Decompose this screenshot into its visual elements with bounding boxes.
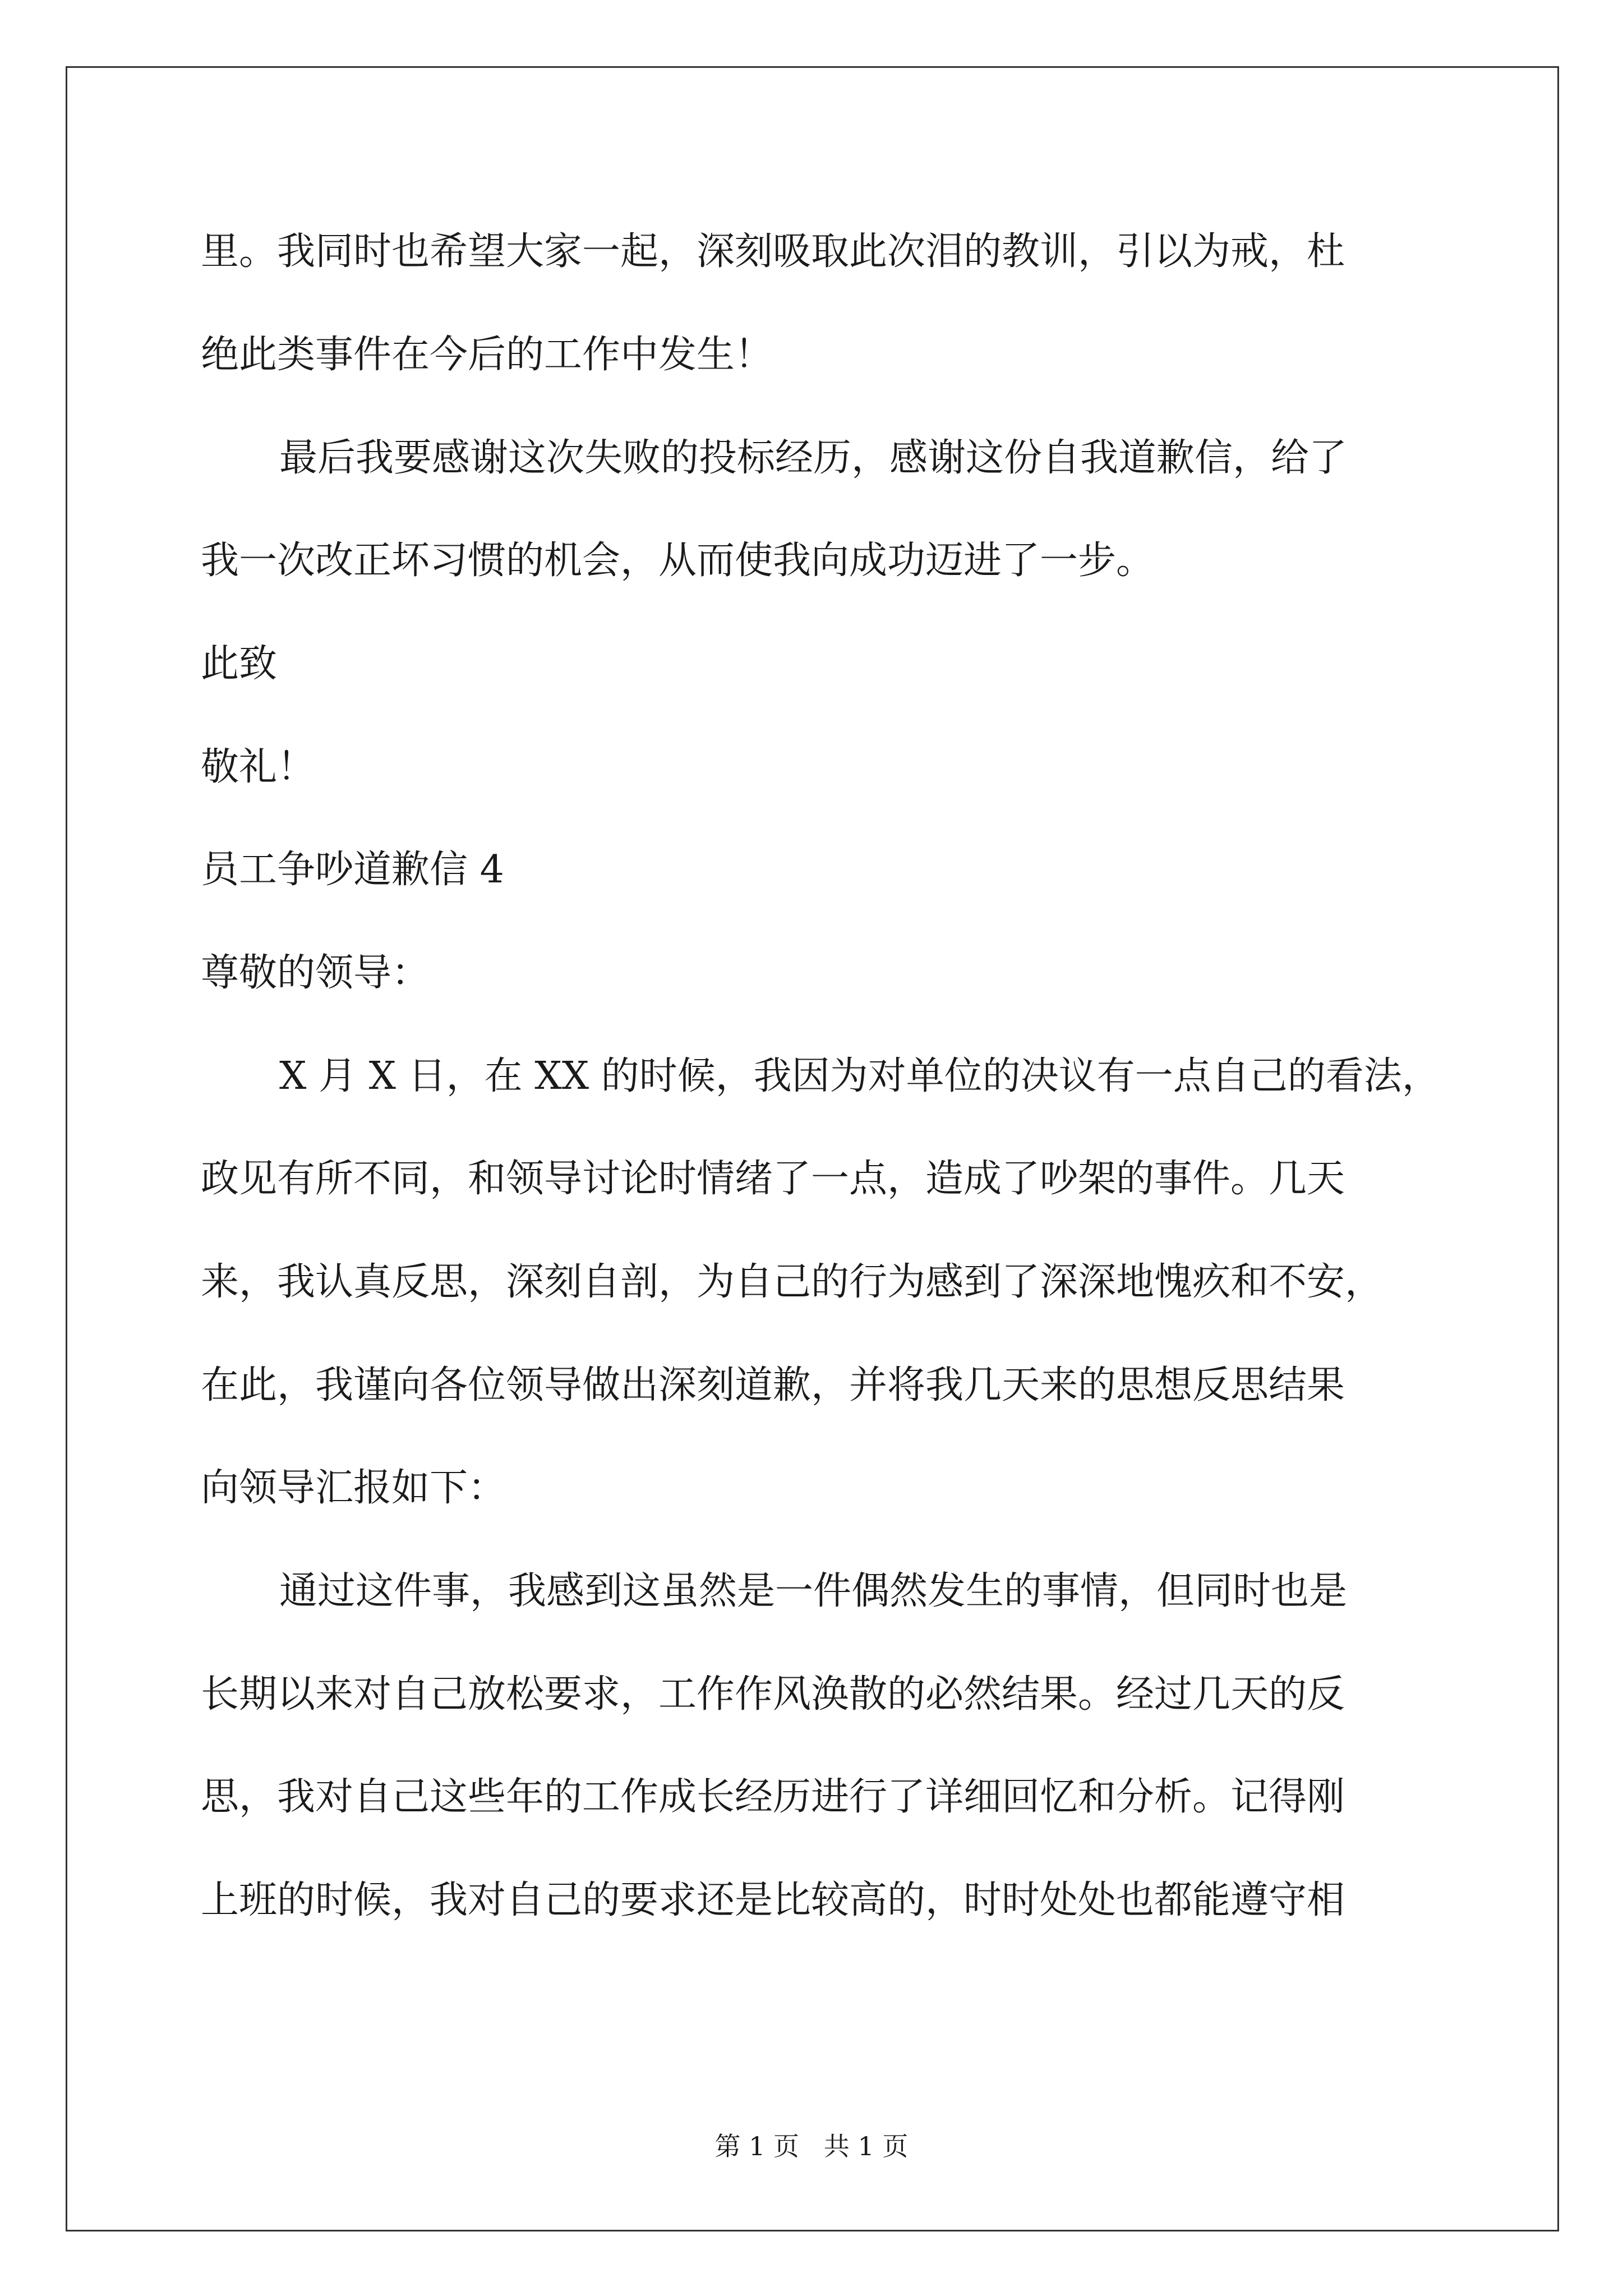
text-line: 在此，我谨向各位领导做出深刻道歉，并将我几天来的思想反思结果 — [201, 1363, 1345, 1407]
paragraph-line: X 月 X 日，在 XX 的时候，我因为对单位的决议有一点自己的看法， — [279, 1054, 1440, 1098]
text-line: 我一次改正坏习惯的机会，从而使我向成功迈进了一步。 — [201, 539, 1155, 583]
text-line: 向领导汇报如下： — [201, 1466, 506, 1510]
text-line: 政见有所不同，和领导讨论时情绪了一点，造成了吵架的事件。几天 — [201, 1157, 1345, 1201]
text-line: 长期以来对自己放松要求，工作作风涣散的必然结果。经过几天的反 — [201, 1672, 1345, 1717]
paragraph-line: 最后我要感谢这次失败的投标经历，感谢这份自我道歉信，给了 — [279, 436, 1348, 480]
paragraph-line: 通过这件事，我感到这虽然是一件偶然发生的事情，但同时也是 — [279, 1569, 1348, 1613]
page-footer: 第 1 页 共 1 页 — [714, 2131, 909, 2161]
text-line: 来，我认真反思，深刻自剖，为自己的行为感到了深深地愧疚和不安， — [201, 1260, 1384, 1304]
greeting: 尊敬的领导： — [201, 951, 430, 995]
text-line: 绝此类事件在今后的工作中发生！ — [201, 333, 773, 377]
section-title: 员工争吵道歉信 4 — [201, 848, 504, 892]
closing-salutation: 此致 — [201, 642, 278, 686]
text-line: 思，我对自己这些年的工作成长经历进行了详细回忆和分析。记得刚 — [201, 1775, 1345, 1819]
text-line: 上班的时候，我对自己的要求还是比较高的，时时处处也都能遵守相 — [201, 1878, 1345, 1922]
text-line: 里。我同时也希望大家一起，深刻吸取此次泪的教训，引以为戒，杜 — [201, 229, 1345, 274]
closing-regards: 敬礼！ — [201, 745, 316, 789]
